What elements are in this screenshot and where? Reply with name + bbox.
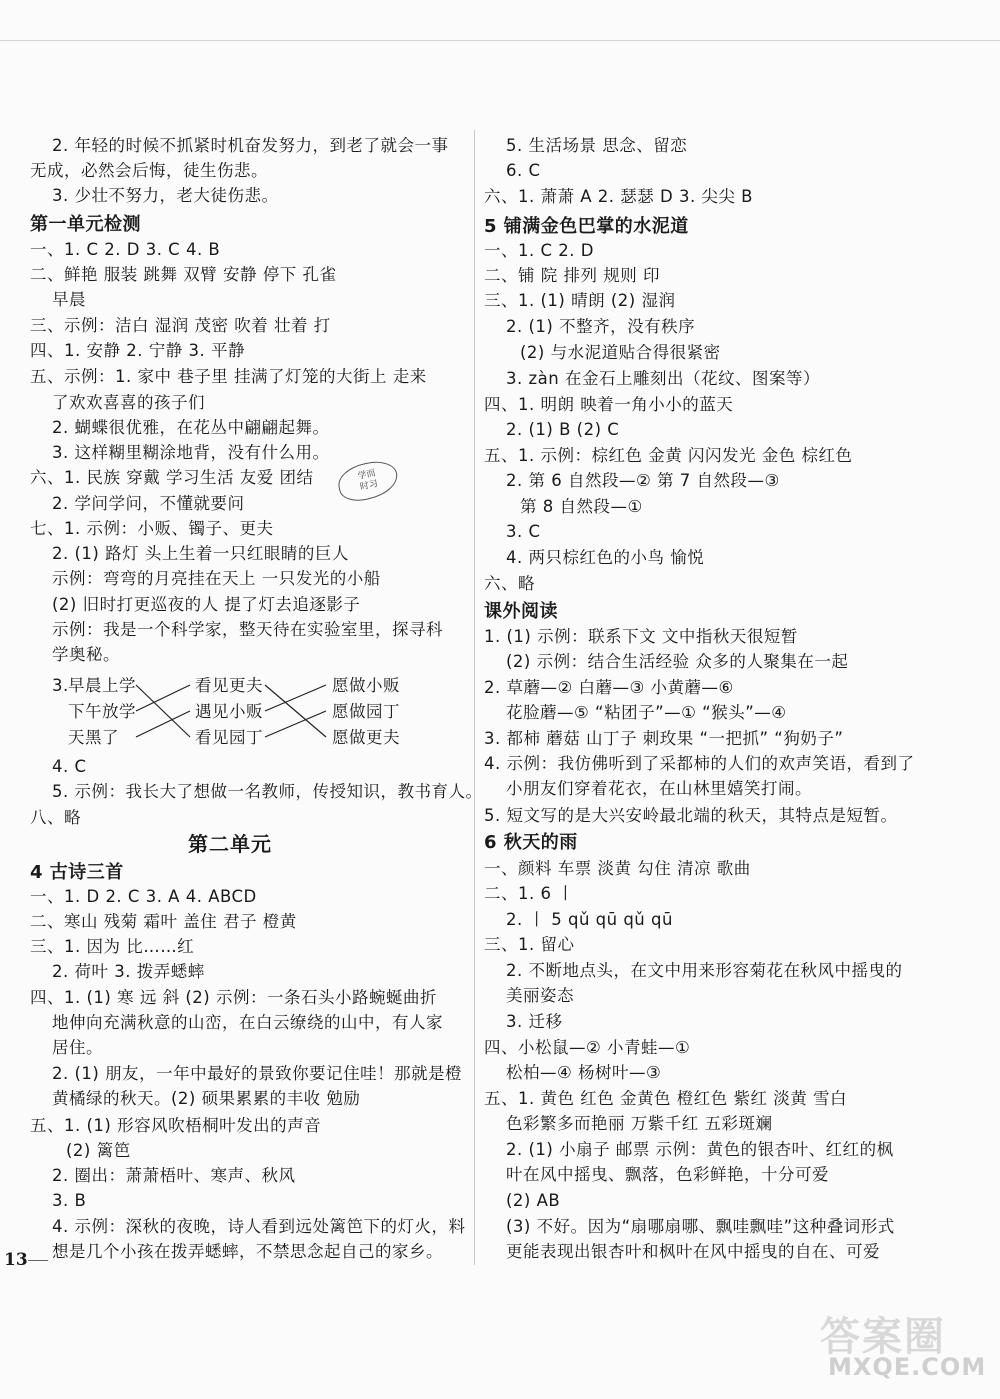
text-line: 六、1. 萧萧 A 2. 瑟瑟 D 3. 尖尖 B — [484, 187, 753, 206]
match-left-item: 早晨上学 — [68, 676, 136, 695]
text-line: 五、示例：1. 家中 巷子里 挂满了灯笼的大街上 走来 — [30, 367, 427, 386]
text-line: 2. 蝴蝶很优雅，在花丛中翩翩起舞。 — [52, 418, 330, 437]
match-right-item: 愿做小贩 — [332, 676, 400, 695]
text-line: 2. (1) 不整齐，没有秩序 — [506, 317, 696, 336]
text-line: 二、1. 6 丨 — [484, 884, 575, 903]
text-line: 黄橘绿的秋天。(2) 硕果累累的丰收 勉励 — [52, 1089, 361, 1108]
text-line: 四、1. 安静 2. 宁静 3. 平静 — [30, 341, 245, 360]
lesson-heading: 5 铺满金色巴掌的水泥道 — [484, 216, 689, 237]
text-line: 1. (1) 示例：联系下文 文中指秋天很短暂 — [484, 627, 798, 646]
text-line: 色彩繁多而艳丽 万紫千红 五彩斑斓 — [506, 1114, 773, 1133]
text-line: 示例：我是一个科学家，整天待在实验室里，探寻科 — [52, 620, 443, 639]
text-line: 一、1. C 2. D — [484, 241, 594, 260]
text-line: 2. 圈出：萧萧梧叶、寒声、秋风 — [52, 1166, 296, 1185]
text-line: (2) 示例：结合生活经验 众多的人聚集在一起 — [506, 652, 849, 671]
text-line: 2. 草蘑—② 白蘑—③ 小黄蘑—⑥ — [484, 678, 734, 697]
text-line: 地伸向充满秋意的山峦，在白云缭绕的山中，有人家 — [52, 1013, 443, 1032]
text-line: 花脸蘑—⑤ “粘团子”—① “猴头”—④ — [506, 703, 787, 722]
text-line: 松柏—④ 杨树叶—③ — [506, 1063, 662, 1082]
text-line: 一、1. C 2. D 3. C 4. B — [30, 240, 221, 259]
section-heading: 第一单元检测 — [30, 214, 141, 235]
text-line: 4. 两只棕红色的小鸟 愉悦 — [506, 548, 705, 567]
text-line: 3. B — [52, 1191, 87, 1210]
match-line — [265, 685, 326, 737]
text-line: 2. 第 6 自然段—② 第 7 自然段—③ — [506, 471, 780, 490]
text-line: 无成，必然会后悔，徒生伤悲。 — [30, 161, 268, 180]
text-line: 七、1. 示例：小贩、镯子、更夫 — [30, 519, 274, 538]
text-line: 三、示例：洁白 湿润 茂密 吹着 壮着 打 — [30, 316, 331, 335]
text-line: 五、1. (1) 形容风吹梧桐叶发出的声音 — [30, 1116, 322, 1135]
match-right-item: 愿做园丁 — [332, 702, 400, 721]
match-label: 3. — [52, 676, 69, 695]
match-mid-item: 看见更夫 — [195, 676, 263, 695]
text-line: (2) 旧时打更巡夜的人 提了灯去追逐影子 — [52, 595, 361, 614]
text-line: 一、颜料 车票 淡黄 勾住 清凉 歌曲 — [484, 859, 751, 878]
text-line: (2) AB — [506, 1191, 561, 1210]
text-line: 5. 示例：我长大了想做一名教师，传授知识，教书育人。 — [52, 782, 483, 801]
text-line: 三、1. 因为 比……红 — [30, 937, 195, 956]
text-line: 2. 荷叶 3. 拨弄蟋蟀 — [52, 962, 205, 981]
watermark-logo — [800, 1305, 987, 1393]
top-rule — [0, 40, 1000, 41]
text-line: 三、1. 留心 — [484, 935, 575, 954]
text-line: 2. (1) 路灯 头上生着一只红眼睛的巨人 — [52, 544, 349, 563]
unit-heading: 第二单元 — [188, 832, 272, 856]
text-line: 八、略 — [30, 808, 81, 827]
text-line: 五、1. 黄色 红色 金黄色 橙红色 紫红 淡黄 雪白 — [484, 1089, 847, 1108]
text-line: 2. 学问学问，不懂就要问 — [52, 494, 245, 513]
text-line: 3. 这样糊里糊涂地背，没有什么用。 — [52, 443, 330, 462]
section-heading: 课外阅读 — [484, 601, 558, 622]
match-line — [265, 711, 326, 737]
text-line: 2. 年轻的时候不抓紧时机奋发努力，到老了就会一事 — [52, 136, 449, 155]
text-line: 3. 迁移 — [506, 1012, 563, 1031]
text-line: (2) 与水泥道贴合得很紧密 — [520, 343, 721, 362]
text-line: 5. 生活场景 思念、留恋 — [506, 136, 688, 155]
lesson-heading: 4 古诗三首 — [30, 862, 124, 883]
text-line: 2. (1) B (2) C — [506, 420, 620, 439]
text-line: 4. C — [52, 757, 87, 776]
text-line: 六、1. 民族 穿戴 学习生活 友爱 团结 — [30, 468, 314, 487]
column-divider — [474, 130, 475, 1265]
text-line: 小朋友们穿着花衣，在山林里嬉笑打闹。 — [506, 779, 812, 798]
match-left-item: 下午放学 — [68, 702, 136, 721]
text-line: 3. 少壮不努力，老大徒伤悲。 — [52, 186, 279, 205]
page-number-dash — [28, 1260, 48, 1261]
text-line: 居住。 — [52, 1038, 103, 1057]
text-line: 2. 丨 5 qǔ qū qǔ qū — [506, 910, 673, 929]
match-line — [136, 685, 190, 737]
watermark-url: MXQE.COM — [828, 1353, 987, 1381]
match-right-item: 愿做更夫 — [332, 728, 400, 747]
text-line: (3) 不好。因为“扇哪扇哪、飘哇飘哇”这种叠词形式 — [506, 1217, 895, 1236]
text-line: 四、1. (1) 寒 远 斜 (2) 示例：一条石头小路蜿蜒曲折 — [30, 988, 437, 1007]
stamp-text: 时习 — [359, 479, 379, 493]
stamp-text: 学而 — [356, 468, 377, 482]
text-line: 二、铺 院 排列 规则 印 — [484, 266, 660, 285]
text-line: 3. zàn 在金石上雕刻出（花纹、图案等） — [506, 369, 820, 388]
text-line: 叶在风中摇曳、飘落，色彩鲜艳，十分可爱 — [506, 1165, 829, 1184]
text-line: 3. 都柿 蘑菇 山丁子 刺玫果 “一把抓” “狗奶子” — [484, 729, 844, 748]
text-line: 二、寒山 残菊 霜叶 盖住 君子 橙黄 — [30, 912, 297, 931]
text-line: 6. C — [506, 161, 541, 180]
text-line: 想是几个小孩在拨弄蟋蟀，不禁思念起自己的家乡。 — [52, 1242, 443, 1261]
text-line: 四、1. 明朗 映着一角小小的蓝天 — [484, 395, 734, 414]
text-line: 美丽姿态 — [506, 986, 574, 1005]
text-line: 一、1. D 2. C 3. A 4. ABCD — [30, 887, 257, 906]
text-line: 五、1. 示例：棕红色 金黄 闪闪发光 金色 棕红色 — [484, 446, 853, 465]
match-line — [265, 685, 326, 711]
text-line: 2. 不断地点头，在文中用来形容菊花在秋风中摇曳的 — [506, 961, 903, 980]
text-line: (2) 篱笆 — [66, 1141, 131, 1160]
text-line: 2. (1) 小扇子 邮票 示例：黄色的银杏叶、红红的枫 — [506, 1140, 894, 1159]
text-line: 2. (1) 朋友，一年中最好的景致你要记住哇！那就是橙 — [52, 1064, 463, 1083]
text-line: 更能表现出银杏叶和枫叶在风中摇曳的自在、可爱 — [506, 1242, 880, 1261]
text-line: 学奥秘。 — [52, 645, 120, 664]
text-line: 了欢欢喜喜的孩子们 — [52, 393, 205, 412]
stamp-seal — [335, 457, 401, 505]
page-number: 13 — [4, 1250, 28, 1270]
text-line: 三、1. (1) 晴朗 (2) 湿润 — [484, 291, 676, 310]
text-line: 二、鲜艳 服装 跳舞 双臂 安静 停下 孔雀 — [30, 265, 337, 284]
text-line: 四、小松鼠—② 小青蛙—① — [484, 1038, 691, 1057]
matching-exercise — [30, 673, 468, 753]
lesson-heading: 6 秋天的雨 — [484, 832, 578, 853]
match-line — [136, 685, 190, 711]
match-mid-item: 遇见小贩 — [195, 702, 263, 721]
watermark-text: 答案圈 — [820, 1314, 946, 1360]
match-mid-item: 看见园丁 — [195, 728, 263, 747]
text-line: 第 8 自然段—① — [520, 497, 643, 516]
text-line: 3. C — [506, 522, 541, 541]
text-line: 六、略 — [484, 574, 535, 593]
text-line: 5. 短文写的是大兴安岭最北端的秋天，其特点是短暂。 — [484, 806, 898, 825]
match-left-item: 天黑了 — [68, 728, 119, 747]
match-line — [136, 711, 190, 737]
text-line: 示例：弯弯的月亮挂在天上 一只发光的小船 — [52, 569, 381, 588]
text-line: 早晨 — [52, 290, 86, 309]
text-line: 4. 示例：深秋的夜晚，诗人看到远处篱笆下的灯火，料 — [52, 1217, 466, 1236]
text-line: 4. 示例：我仿佛听到了采都柿的人们的欢声笑语，看到了 — [484, 754, 915, 773]
